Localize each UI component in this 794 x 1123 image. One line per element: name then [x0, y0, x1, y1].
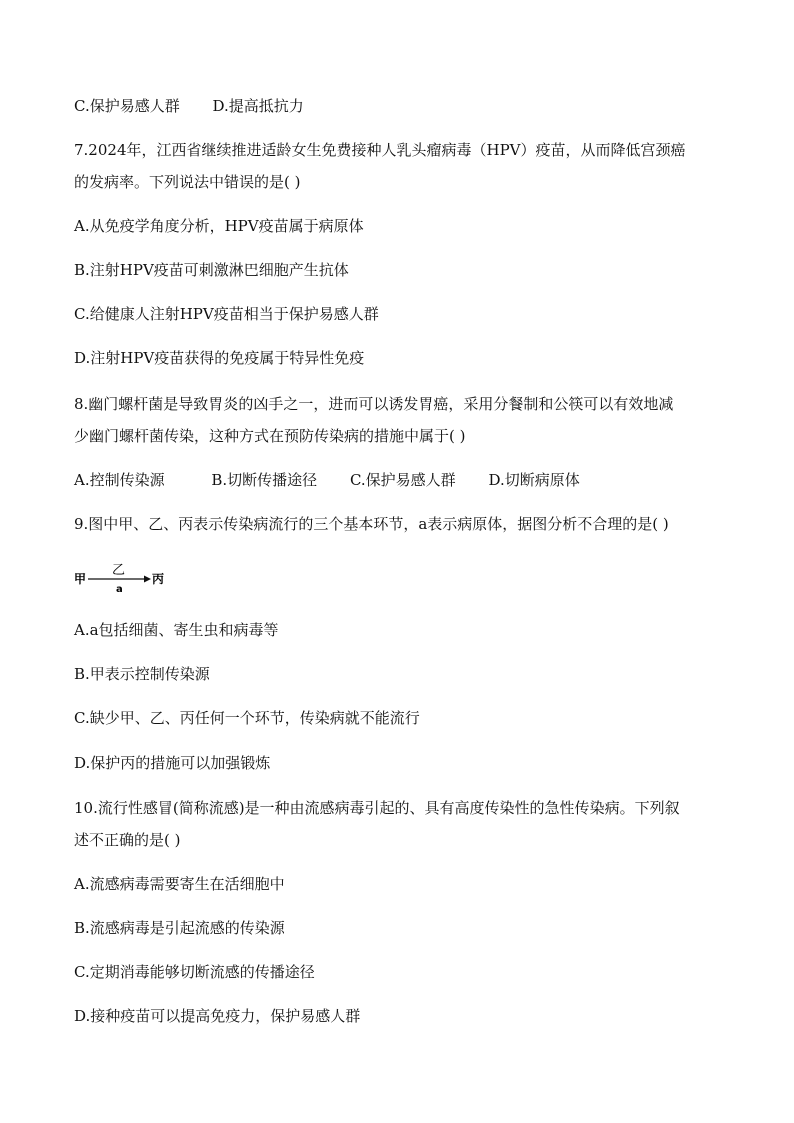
q7-option-d: D.注射HPV疫苗获得的免疫属于特异性免疫	[74, 349, 365, 367]
q8-option-a: A.控制传染源	[74, 471, 165, 489]
q8-option-b: B.切断传播途径	[211, 471, 318, 489]
q7-option-a: A.从免疫学角度分析，HPV疫苗属于病原体	[74, 217, 364, 235]
q8-stem-line2: 少幽门螺杆菌传染，这种方式在预防传染病的措施中属于( )	[74, 427, 466, 445]
q6-option-d: D.提高抵抗力	[212, 97, 304, 115]
diagram-label-yi: 乙	[112, 563, 126, 578]
q9-option-b: B.甲表示控制传染源	[74, 665, 210, 683]
q9-option-c: C.缺少甲、乙、丙任何一个环节，传染病就不能流行	[74, 709, 420, 727]
q9-diagram	[74, 562, 174, 596]
q8-options-row	[74, 470, 580, 490]
q10-stem-line2: 述不正确的是( )	[74, 831, 181, 849]
diagram-arrow-head	[144, 576, 151, 583]
q8-stem-line1: 8.幽门螺杆菌是导致胃炎的凶手之一，进而可以诱发胃癌，采用分餐制和公筷可以有效地减	[74, 395, 674, 413]
diagram-label-jia: 甲	[74, 572, 87, 586]
q7-stem-line1: 7.2024年，江西省继续推进适龄女生免费接种人乳头瘤病毒（HPV）疫苗，从而降低宫颈癌	[74, 141, 686, 159]
q10-option-d: D.接种疫苗可以提高免疫力，保护易感人群	[74, 1007, 361, 1025]
q9-flow-diagram	[74, 562, 174, 596]
diagram-label-a: a	[116, 584, 123, 595]
q9-option-a: A.a包括细菌、寄生虫和病毒等	[74, 621, 279, 639]
q10-option-b: B.流感病毒是引起流感的传染源	[74, 919, 285, 937]
q10-option-a: A.流感病毒需要寄生在活细胞中	[74, 875, 285, 893]
q10-option-c: C.定期消毒能够切断流感的传播途径	[74, 963, 315, 981]
q6-option-c: C.保护易感人群	[74, 97, 180, 115]
q9-option-d: D.保护丙的措施可以加强锻炼	[74, 754, 271, 772]
q8-option-d: D.切断病原体	[488, 471, 580, 489]
q7-stem-line2: 的发病率。下列说法中错误的是( )	[74, 173, 301, 191]
diagram-label-bing: 丙	[152, 572, 165, 586]
q9-stem-line1: 9.图中甲、乙、丙表示传染病流行的三个基本环节，a表示病原体，据图分析不合理的是( )	[74, 515, 669, 533]
q8-option-c: C.保护易感人群	[349, 471, 456, 489]
q7-option-c: C.给健康人注射HPV疫苗相当于保护易感人群	[74, 305, 379, 323]
q6-options-row	[74, 96, 304, 116]
q10-stem-line1: 10.流行性感冒(简称流感)是一种由流感病毒引起的、具有高度传染性的急性传染病。下列叙	[74, 799, 680, 817]
q7-option-b: B.注射HPV疫苗可刺激淋巴细胞产生抗体	[74, 261, 349, 279]
